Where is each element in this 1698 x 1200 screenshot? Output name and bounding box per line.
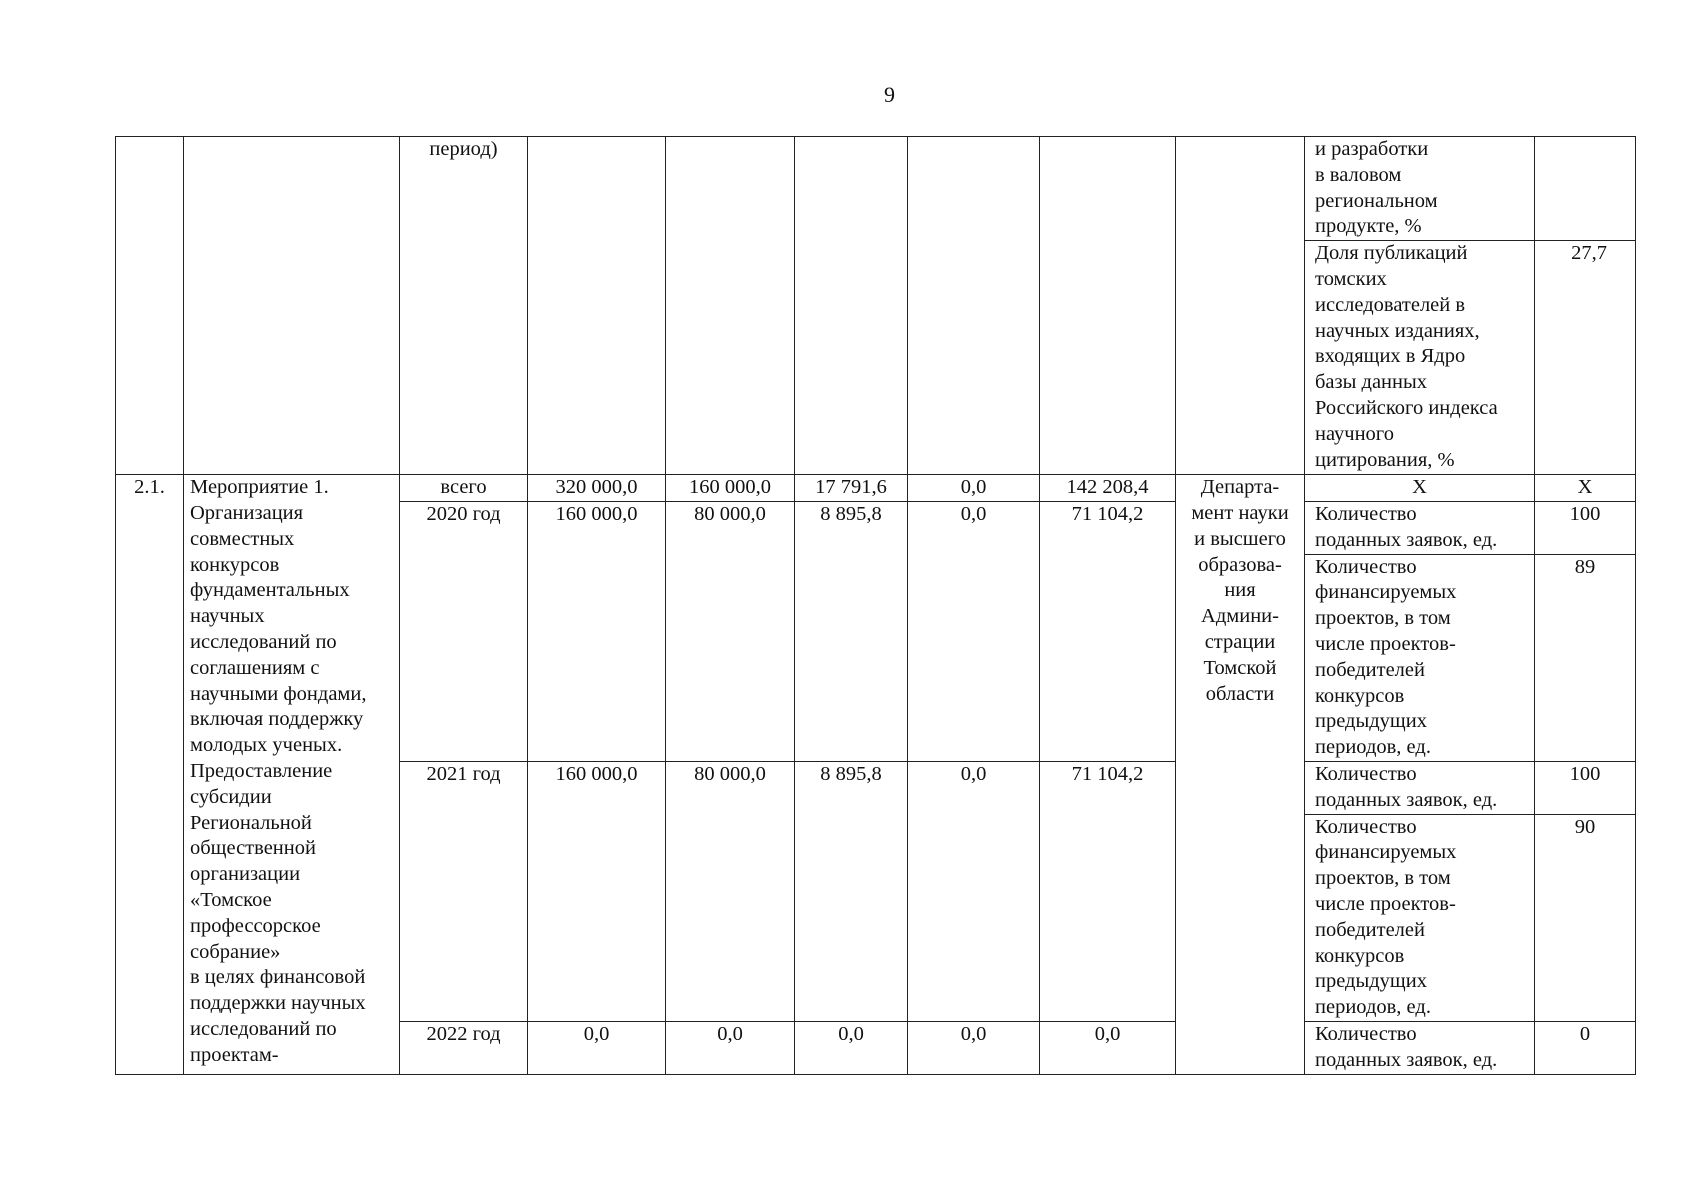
cell-number: 2.1.: [116, 475, 184, 1074]
program-activities-table: [115, 136, 1636, 1075]
cell-indicator-name: Количество финансируемых проектов, в том числе проектов- победителей конкурсов предыдущих периодов, ед.: [1305, 554, 1535, 761]
cell-period: 2020 год: [400, 501, 528, 761]
cell-other: 71 104,2: [1040, 501, 1176, 761]
cell-indicator-name: Х: [1305, 475, 1535, 502]
cell-indicator-name: Количество поданных заявок, ед.: [1305, 1021, 1535, 1074]
cell-number: [116, 137, 184, 475]
cell-executor: [1176, 137, 1305, 475]
cell-other: 71 104,2: [1040, 761, 1176, 1021]
cell-other: [1040, 137, 1176, 475]
cell-total: 160 000,0: [528, 761, 666, 1021]
cell-period: 2021 год: [400, 761, 528, 1021]
cell-local: 0,0: [908, 1021, 1040, 1074]
cell-indicator-value: 100: [1535, 501, 1636, 554]
cell-period: период): [400, 137, 528, 475]
cell-indicator-value: Х: [1535, 475, 1636, 502]
cell-local: 0,0: [908, 475, 1040, 502]
cell-other: 0,0: [1040, 1021, 1176, 1074]
cell-indicator-name: Количество финансируемых проектов, в том числе проектов- победителей конкурсов предыдущих периодов, ед.: [1305, 814, 1535, 1021]
cell-indicator-value: 90: [1535, 814, 1636, 1021]
cell-indicator-name: Доля публикаций томских исследователей в научных изданиях, входящих в Ядро базы данных Российского индекса научного цитирования, %: [1305, 241, 1535, 475]
cell-total: 0,0: [528, 1021, 666, 1074]
cell-total: [528, 137, 666, 475]
table-row: [116, 475, 1636, 502]
cell-indicator-value: 100: [1535, 761, 1636, 814]
cell-indicator-name: Количество поданных заявок, ед.: [1305, 501, 1535, 554]
cell-regional: 0,0: [795, 1021, 908, 1074]
cell-regional: 8 895,8: [795, 761, 908, 1021]
cell-regional: [795, 137, 908, 475]
cell-local: [908, 137, 1040, 475]
cell-period: всего: [400, 475, 528, 502]
cell-local: 0,0: [908, 501, 1040, 761]
cell-activity-name: Мероприятие 1. Организация совместных конкурсов фундаментальных научных исследований по соглашениям с научными фондами, включая поддержку молодых ученых. Предоставление субсидии Региональной общественной организации «Томское профессорское собрание» в целях финансовой поддержки научных исследований по проектам-: [184, 475, 400, 1074]
cell-federal: 80 000,0: [666, 761, 795, 1021]
cell-local: 0,0: [908, 761, 1040, 1021]
cell-regional: 17 791,6: [795, 475, 908, 502]
cell-total: 320 000,0: [528, 475, 666, 502]
cell-indicator-value: 0: [1535, 1021, 1636, 1074]
cell-federal: 0,0: [666, 1021, 795, 1074]
cell-indicator-value: 27,7: [1535, 241, 1636, 475]
cell-indicator-value: 89: [1535, 554, 1636, 761]
cell-federal: [666, 137, 795, 475]
cell-regional: 8 895,8: [795, 501, 908, 761]
cell-indicator-value: [1535, 137, 1636, 241]
cell-activity-name: [184, 137, 400, 475]
cell-federal: 80 000,0: [666, 501, 795, 761]
cell-indicator-name: и разработки в валовом региональном продукте, %: [1305, 137, 1535, 241]
cell-executor: Департа- мент науки и высшего образова- ния Админи- страции Томской области: [1176, 475, 1305, 1074]
cell-federal: 160 000,0: [666, 475, 795, 502]
cell-other: 142 208,4: [1040, 475, 1176, 502]
cell-indicator-name: Количество поданных заявок, ед.: [1305, 761, 1535, 814]
table-row: [116, 137, 1636, 241]
cell-period: 2022 год: [400, 1021, 528, 1074]
cell-total: 160 000,0: [528, 501, 666, 761]
page-number: 9: [884, 82, 895, 107]
